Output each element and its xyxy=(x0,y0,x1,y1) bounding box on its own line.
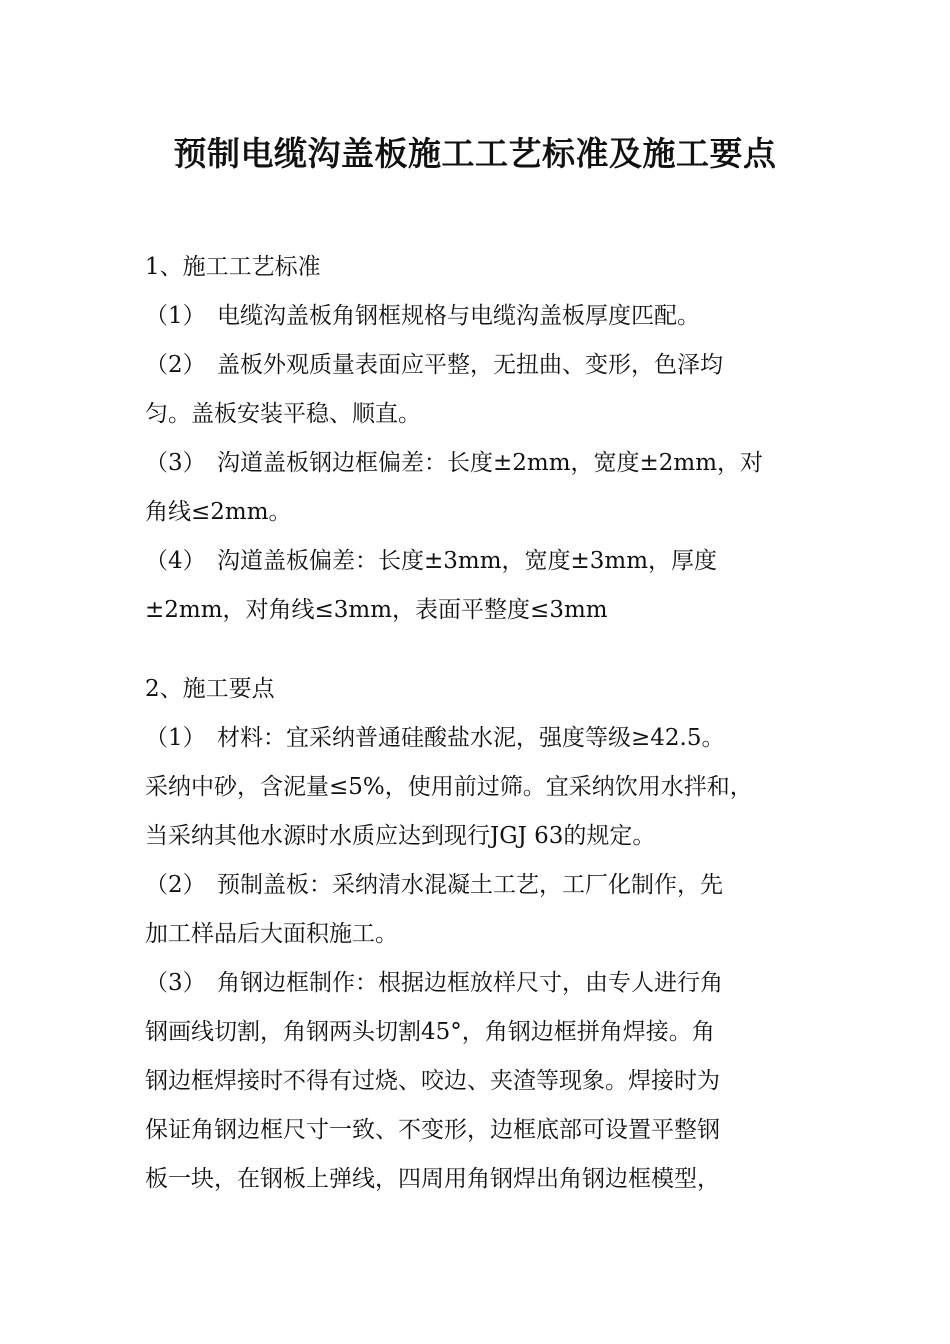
item-line: 材料：宜采纳普通硅酸盐水泥，强度等级≥42.5。 xyxy=(217,725,725,751)
item-line: 沟道盖板偏差：长度±3mm，宽度±3mm，厚度 xyxy=(217,548,718,574)
section-1-heading: 1、施工工艺标准 xyxy=(145,254,321,280)
item-number: （3） xyxy=(145,970,206,996)
item-line: 角钢边框制作：根据边框放样尺寸，由专人进行角 xyxy=(217,970,723,996)
item-line: 角线≤2mm。 xyxy=(145,499,292,525)
item-line: 保证角钢边框尺寸一致、不变形，边框底部可设置平整钢 xyxy=(145,1117,720,1143)
item-line: 钢画线切割，角钢两头切割45°，角钢边框拼角焊接。角 xyxy=(145,1019,715,1045)
section-1 xyxy=(145,243,810,635)
section-1-item-4 xyxy=(145,537,810,635)
item-line: 钢边框焊接时不得有过烧、咬边、夹渣等现象。焊接时为 xyxy=(145,1068,720,1094)
item-line: 板一块，在钢板上弹线，四周用角钢焊出角钢边框模型， xyxy=(145,1166,720,1192)
section-2-item-2 xyxy=(145,861,810,959)
item-line: 匀。盖板安装平稳、顺直。 xyxy=(145,401,421,427)
section-2-item-1 xyxy=(145,714,810,861)
section-2 xyxy=(145,665,810,1204)
item-number: （2） xyxy=(145,872,206,898)
section-1-item-1 xyxy=(145,292,810,341)
item-line: 盖板外观质量表面应平整，无扭曲、变形，色泽均 xyxy=(217,352,723,378)
item-line: 采纳中砂，含泥量≤5%，使用前过筛。宜采纳饮用水拌和， xyxy=(145,774,753,800)
item-line: 当采纳其他水源时水质应达到现行JGJ 63的规定。 xyxy=(145,823,656,849)
item-line: 电缆沟盖板角钢框规格与电缆沟盖板厚度匹配。 xyxy=(217,303,700,329)
item-number: （1） xyxy=(145,725,206,751)
item-line: 预制盖板：采纳清水混凝土工艺，工厂化制作，先 xyxy=(217,872,723,898)
item-line: 加工样品后大面积施工。 xyxy=(145,921,398,947)
section-2-item-3 xyxy=(145,959,810,1204)
section-1-item-3 xyxy=(145,439,810,537)
document-title: 预制电缆沟盖板施工工艺标准及施工要点 xyxy=(173,134,777,173)
section-1-item-2 xyxy=(145,341,810,439)
item-number: （3） xyxy=(145,450,206,476)
item-number: （2） xyxy=(145,352,206,378)
item-number: （1） xyxy=(145,303,206,329)
item-line: ±2mm，对角线≤3mm，表面平整度≤3mm xyxy=(145,597,608,623)
item-line: 沟道盖板钢边框偏差：长度±2mm，宽度±2mm，对 xyxy=(217,450,764,476)
section-2-heading: 2、施工要点 xyxy=(145,676,275,702)
item-number: （4） xyxy=(145,548,206,574)
